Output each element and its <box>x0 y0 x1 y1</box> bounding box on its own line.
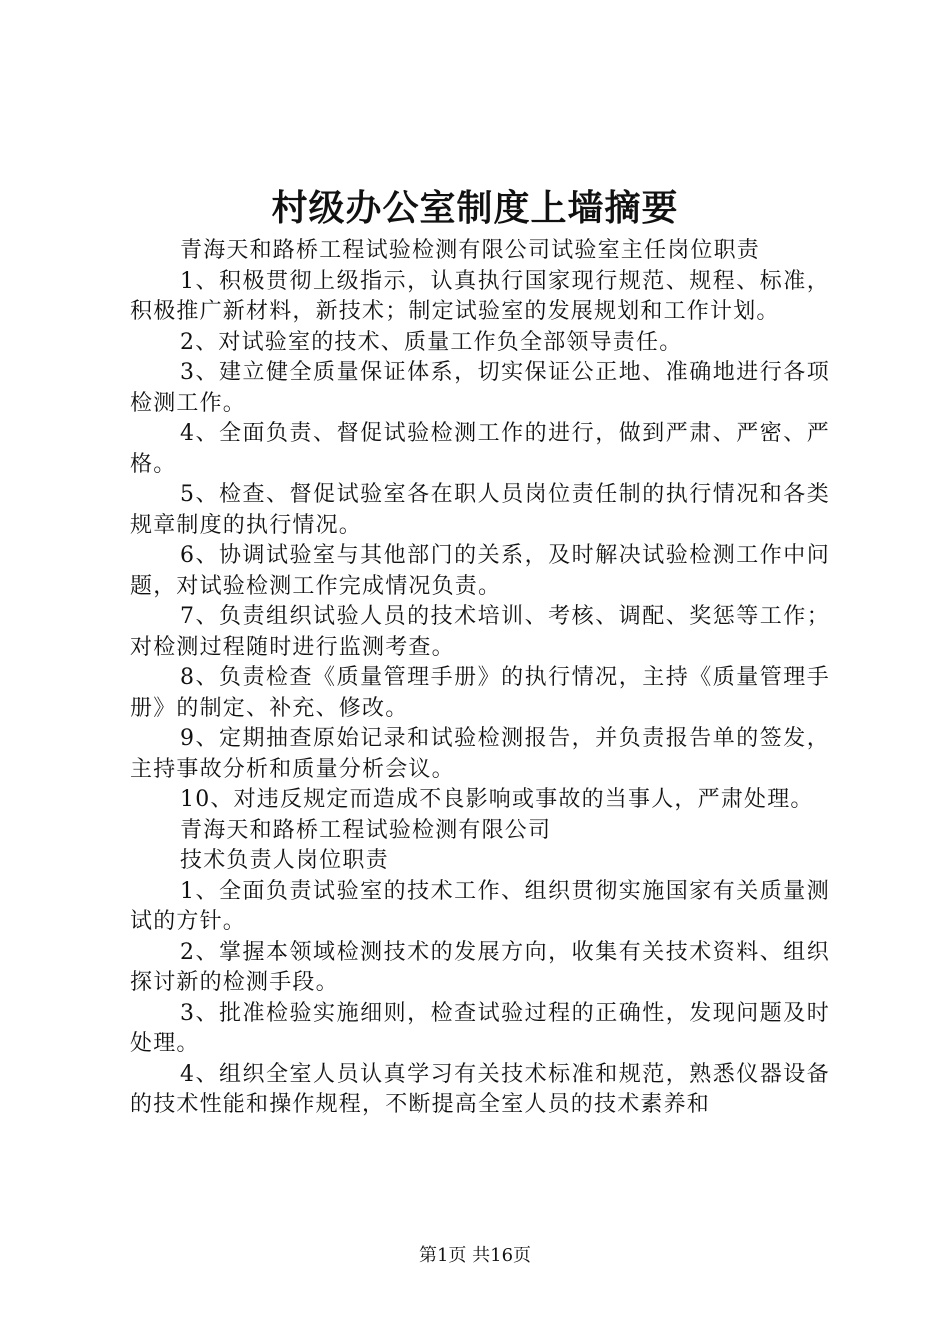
page-number-footer: 第1页 共16页 <box>418 1245 532 1266</box>
paragraph: 9、定期抽查原始记录和试验检测报告，并负责报告单的签发，主持事故分析和质量分析会议。 <box>130 726 830 782</box>
paragraph: 4、组织全室人员认真学习有关技术标准和规范，熟悉仪器设备的技术性能和操作规程，不断提高全室人员的技术素养和 <box>130 1061 830 1117</box>
paragraph: 3、批准检验实施细则，检查试验过程的正确性，发现问题及时处理。 <box>130 1000 830 1056</box>
paragraph: 青海天和路桥工程试验检测有限公司试验室主任岗位职责 <box>180 238 761 263</box>
paragraph: 10、对违反规定而造成不良影响或事故的当事人，严肃处理。 <box>180 787 814 812</box>
paragraph: 3、建立健全质量保证体系，切实保证公正地、准确地进行各项检测工作。 <box>130 360 830 416</box>
document-title: 村级办公室制度上墙摘要 <box>271 187 679 229</box>
paragraph: 2、对试验室的技术、质量工作负全部领导责任。 <box>180 329 683 355</box>
paragraph: 技术负责人岗位职责 <box>180 848 389 873</box>
paragraph: 2、掌握本领域检测技术的发展方向，收集有关技术资料、组织探讨新的检测手段。 <box>130 939 830 995</box>
paragraph: 青海天和路桥工程试验检测有限公司 <box>180 817 552 843</box>
document-body <box>130 236 830 1121</box>
paragraph: 8、负责检查《质量管理手册》的执行情况，主持《质量管理手册》的制定、补充、修改。 <box>130 665 830 721</box>
paragraph: 7、负责组织试验人员的技术培训、考核、调配、奖惩等工作；对检测过程随时进行监测考查。 <box>130 604 830 660</box>
paragraph: 5、检查、督促试验室各在职人员岗位责任制的执行情况和各类规章制度的执行情况。 <box>130 482 830 538</box>
paragraph: 1、积极贯彻上级指示，认真执行国家现行规范、规程、标准，积极推广新材料，新技术；制定试验室的发展规划和工作计划。 <box>130 268 830 324</box>
paragraph: 1、全面负责试验室的技术工作、组织贯彻实施国家有关质量测试的方针。 <box>130 878 830 934</box>
paragraph: 6、协调试验室与其他部门的关系，及时解决试验检测工作中问题，对试验检测工作完成情况负责。 <box>130 543 830 599</box>
paragraph: 4、全面负责、督促试验检测工作的进行，做到严肃、严密、严格。 <box>130 421 830 477</box>
